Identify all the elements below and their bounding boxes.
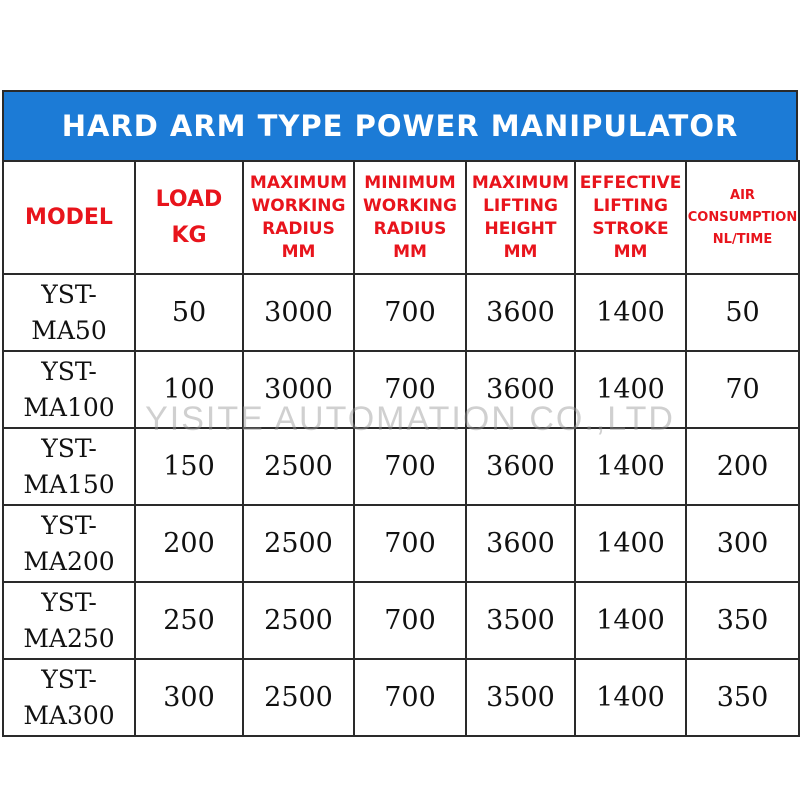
- max-radius-cell: 2500: [243, 582, 354, 659]
- air-cell: 350: [686, 582, 799, 659]
- spec-table: [2, 160, 800, 737]
- table-row: [3, 428, 799, 505]
- load-cell: 50: [135, 274, 243, 351]
- header-max-radius: [243, 161, 354, 274]
- header-text: MM: [613, 241, 648, 262]
- lift-height-cell: 3500: [466, 659, 575, 736]
- stroke-cell: 1400: [575, 659, 686, 736]
- stroke-cell: 1400: [575, 582, 686, 659]
- air-cell: 350: [686, 659, 799, 736]
- header-text: EFFECTIVE: [579, 172, 682, 193]
- model-cell: [3, 274, 135, 351]
- stroke-cell: 1400: [575, 274, 686, 351]
- min-radius-cell: 700: [354, 274, 466, 351]
- table-row: [3, 351, 799, 428]
- min-radius-cell: 700: [354, 659, 466, 736]
- header-text: MM: [503, 241, 538, 262]
- lift-height-cell: 3600: [466, 505, 575, 582]
- lift-height-cell: 3600: [466, 351, 575, 428]
- model-cell: [3, 505, 135, 582]
- company-watermark: YISITE AUTOMATION CO.,LTD: [145, 400, 675, 438]
- header-model: [3, 161, 135, 274]
- load-cell: 100: [135, 351, 243, 428]
- header-text: CONSUMPTION: [687, 209, 798, 225]
- header-text: LIFTING: [483, 195, 558, 216]
- air-cell: 50: [686, 274, 799, 351]
- model-line: YST-: [41, 433, 97, 463]
- header-air: [686, 161, 799, 274]
- header-min-radius: [354, 161, 466, 274]
- model-cell: [3, 582, 135, 659]
- model-line: MA50: [31, 315, 107, 345]
- air-cell: 300: [686, 505, 799, 582]
- model-cell: [3, 351, 135, 428]
- header-lift-height: [466, 161, 575, 274]
- stroke-cell: 1400: [575, 505, 686, 582]
- table-title: HARD ARM TYPE POWER MANIPULATOR: [2, 90, 798, 160]
- load-cell: 150: [135, 428, 243, 505]
- header-row: [3, 161, 799, 274]
- stroke-cell: 1400: [575, 428, 686, 505]
- min-radius-cell: 700: [354, 428, 466, 505]
- model-line: MA150: [23, 469, 115, 499]
- header-text: MAXIMUM: [471, 172, 570, 193]
- model-line: MA100: [23, 392, 115, 422]
- model-line: MA250: [23, 623, 115, 653]
- header-text: RADIUS: [262, 218, 335, 239]
- header-text: HEIGHT: [484, 218, 557, 239]
- header-text: MINIMUM: [364, 172, 456, 193]
- model-line: MA200: [23, 546, 115, 576]
- lift-height-cell: 3600: [466, 274, 575, 351]
- model-line: YST-: [41, 587, 97, 617]
- header-text: WORKING: [363, 195, 457, 216]
- header-text: MODEL: [25, 204, 113, 230]
- header-text: RADIUS: [373, 218, 447, 239]
- header-text: STROKE: [592, 218, 669, 239]
- model-cell: [3, 428, 135, 505]
- model-line: YST-: [41, 356, 97, 386]
- header-text: MM: [281, 241, 316, 262]
- load-cell: 200: [135, 505, 243, 582]
- stroke-cell: 1400: [575, 351, 686, 428]
- header-text: AIR: [730, 187, 755, 203]
- lift-height-cell: 3500: [466, 582, 575, 659]
- lift-height-cell: 3600: [466, 428, 575, 505]
- header-text: KG: [171, 222, 207, 248]
- header-load: [135, 161, 243, 274]
- table-row: [3, 582, 799, 659]
- min-radius-cell: 700: [354, 351, 466, 428]
- model-line: YST-: [41, 279, 97, 309]
- air-cell: 70: [686, 351, 799, 428]
- model-line: MA300: [23, 700, 115, 730]
- header-text: MM: [393, 241, 427, 262]
- model-cell: [3, 659, 135, 736]
- table-row: [3, 505, 799, 582]
- load-cell: 250: [135, 582, 243, 659]
- header-text: NL/TIME: [712, 231, 773, 247]
- model-line: YST-: [41, 510, 97, 540]
- min-radius-cell: 700: [354, 505, 466, 582]
- header-text: MAXIMUM: [249, 172, 348, 193]
- table-row: [3, 274, 799, 351]
- max-radius-cell: 2500: [243, 659, 354, 736]
- header-text: LOAD: [155, 186, 223, 212]
- max-radius-cell: 3000: [243, 274, 354, 351]
- max-radius-cell: 3000: [243, 351, 354, 428]
- table-row: [3, 659, 799, 736]
- min-radius-cell: 700: [354, 582, 466, 659]
- header-stroke: [575, 161, 686, 274]
- load-cell: 300: [135, 659, 243, 736]
- header-text: LIFTING: [593, 195, 668, 216]
- header-text: WORKING: [251, 195, 346, 216]
- air-cell: 200: [686, 428, 799, 505]
- max-radius-cell: 2500: [243, 505, 354, 582]
- model-line: YST-: [41, 664, 97, 694]
- max-radius-cell: 2500: [243, 428, 354, 505]
